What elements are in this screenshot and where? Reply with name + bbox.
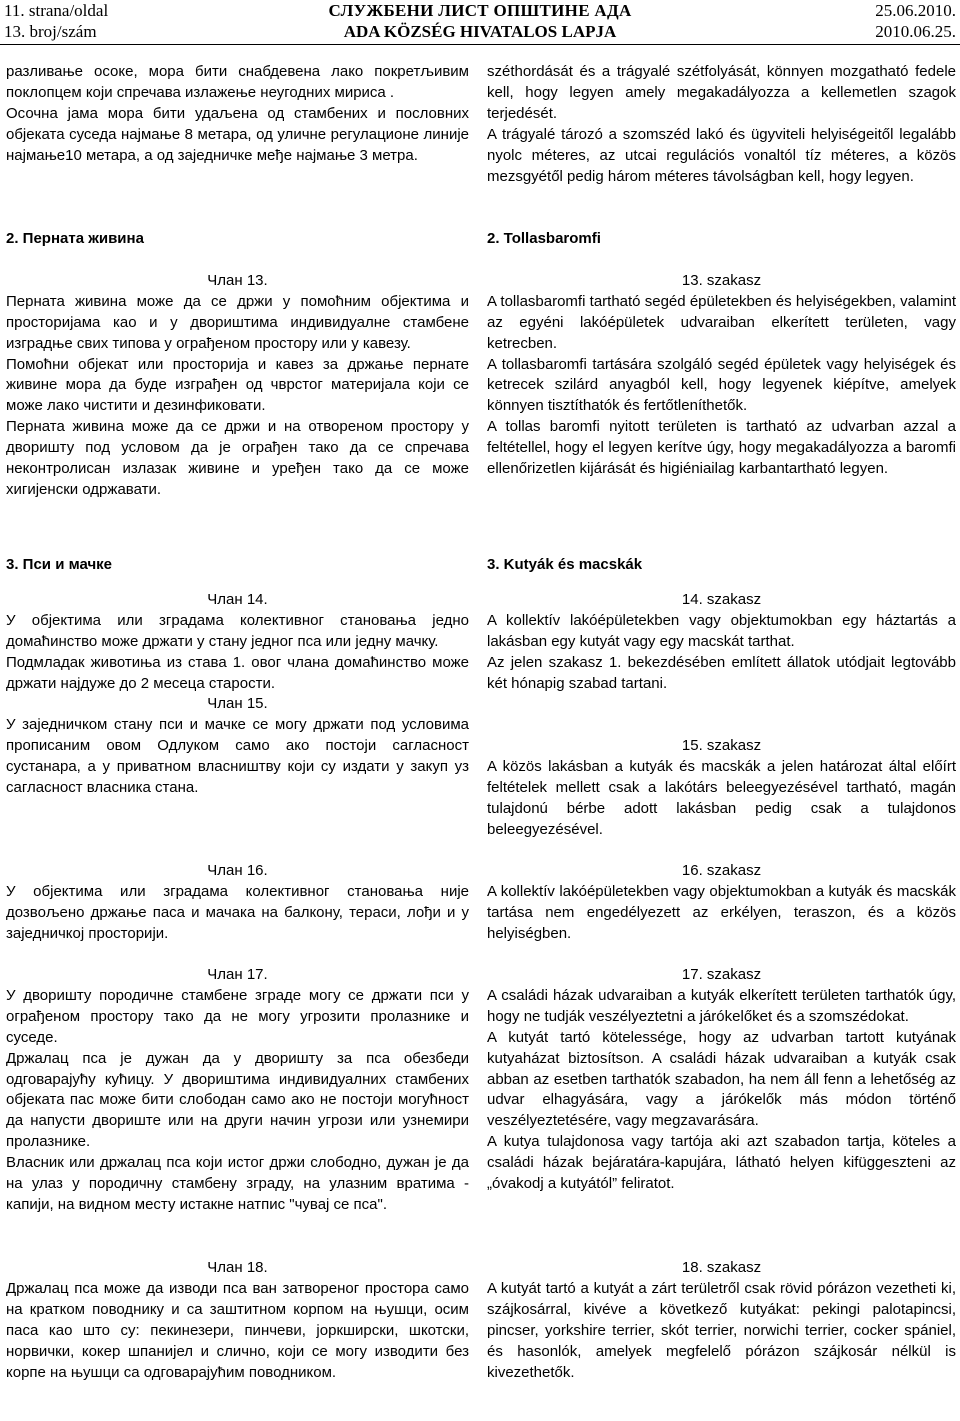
page-number: 11. strana/oldal bbox=[4, 1, 109, 20]
block-poultry bbox=[6, 229, 469, 501]
paragraph: Помоћни објекат или просторија и кавез за држање пернате живине мора да буде изграђен од чврстог материјала који се може лако чистити и дезинфиковати. bbox=[6, 355, 469, 415]
paragraph: Az jelen szakasz 1. bekezdésében említett állatok utódjait legtovább két hónapig szabad tartani. bbox=[487, 653, 956, 692]
paragraph: A közös lakásban a kutyák és macskák a jelen határozat által előírt feltételek mellett csak a lakótárs beleegyezésével tartható, magán tulajdonú bérbe adott lakásban pedig csak a tulajdonos beleegyezésével. bbox=[487, 757, 956, 838]
paragraph: széthordását és a trágyalé szétfolyását, könnyen mozgatható fedele kell, hogy legyen amely megakadályozza a kellemetlen szagok terjedését. bbox=[487, 63, 956, 122]
block-article-18 bbox=[487, 1258, 956, 1383]
paragraph: A trágyalé tározó a szomszéd lakó és ügyviteli helyiségeitől legalább nyolc méteres, az utcai regulációs vonaltól tíz méteres, a közös mezsgyétől pedig három méteres távolságban kell, hogy legyen. bbox=[487, 125, 956, 185]
section-heading: 3. Kutyák és macskák bbox=[487, 556, 643, 573]
block-article-18 bbox=[6, 1258, 469, 1383]
article-heading: 13. szakasz bbox=[681, 271, 762, 289]
paragraph: A kutyát tartó kötelessége, hogy az udvarban tartott kutyának kutyaházat biztosítson. A családi házak udvaraiban a kutyák csak abban az esetben tarthatók szabadon, ha nem áll fenn a lehetőség az udvar elhagyására, vagy a járókelők más módon történő veszélyeztetésére, vagy megzavarására. bbox=[487, 1028, 956, 1130]
section-heading: 2. Tollasbaromfi bbox=[487, 230, 601, 247]
block-article-17 bbox=[487, 965, 956, 1195]
header-left bbox=[4, 0, 108, 42]
block-article-15 bbox=[487, 736, 956, 841]
issue-number: 13. broj/szám bbox=[4, 22, 97, 41]
paragraph: A tollasbaromfi tartására szolgáló segéd épületek vagy helyiségek és ketrecek szilárd anyagból kell, hogy legyenek kiépítve, amelyek könnyen tisztíthatók és fertőtleníthetők. bbox=[487, 355, 956, 415]
paragraph: A kutya tulajdonosa vagy tartója aki azt szabadon tartja, köteles a családi házak bejáratára-kapujára, látható helyen kifüggeszteni az „óvakodj a kutyától” feliratot. bbox=[487, 1133, 956, 1193]
block-article-16 bbox=[6, 861, 469, 945]
article-heading: 14. szakasz bbox=[681, 590, 762, 608]
block-dogs-cats bbox=[487, 555, 956, 694]
paragraph: У објектима или зградама колективног становања једно домаћинство може држати у стану једног пса или једну мачку. bbox=[6, 611, 469, 650]
article-heading: 17. szakasz bbox=[681, 966, 762, 983]
article-heading: Члан 17. bbox=[207, 966, 268, 983]
article-heading: Члан 13. bbox=[207, 271, 268, 289]
paragraph: Држалац пса је дужан да у дворишту за пса обезбеди одговарајућу кућицу. У двориштима индивидуалних стамбених објеката пас може бити слободан само ако не постоји могућност да напусти двориште или на други начин угрози или узнемири пролазнике. bbox=[6, 1049, 469, 1151]
header-divider bbox=[0, 44, 960, 45]
paragraph: Подмладак животиња из става 1. овог члана домаћинство може држати најдуже до 2 месеца старости. bbox=[6, 653, 469, 692]
block-article-17 bbox=[6, 965, 469, 1216]
article-heading: Члан 18. bbox=[207, 1259, 268, 1276]
block-intro bbox=[6, 62, 469, 167]
block-intro bbox=[487, 62, 956, 187]
gazette-title-sr: СЛУЖБЕНИ ЛИСТ ОПШТИНЕ АДА bbox=[328, 1, 632, 20]
section-heading: 2. Перната живина bbox=[6, 230, 144, 247]
paragraph: У објектима или зградама колективног становања није дозвољено држање паса и мачака на балкону, тераси, лођи и у заједничкој просторији. bbox=[6, 882, 469, 942]
paragraph: A tollasbaromfi tartható segéd épületekben és helyiségekben, valamint az egyéni lakóépületek udvaraiban elkerített területen, vagy ketrecben. bbox=[487, 292, 956, 352]
header-right bbox=[875, 0, 956, 42]
article-heading: Члан 14. bbox=[207, 590, 268, 608]
article-heading: Члан 16. bbox=[207, 862, 268, 879]
gazette-title-hu: ADA KÖZSÉG HIVATALOS LAPJA bbox=[343, 22, 617, 41]
section-heading: 3. Пси и мачке bbox=[6, 556, 113, 573]
paragraph: A kollektív lakóépületekben vagy objektumokban egy háztartás a lakásban egy kutyát vagy egy macskát tarthat. bbox=[487, 611, 956, 650]
paragraph: Држалац пса може да изводи пса ван затвореног простора само на кратком поводнику и са заштитном корпом на њушци, осим паса као што су: пекинезери, пинчеви, јоркширски, шкотски, норвички, кокер шпаниjел и слично, који се могу изводити без корпе на њушци са одговарајућим поводником. bbox=[6, 1279, 469, 1381]
article-heading: Члан 15. bbox=[207, 695, 268, 713]
block-article-16 bbox=[487, 861, 956, 945]
block-dogs-cats bbox=[6, 555, 469, 799]
paragraph: Власник или држалац пса који истог држи слободно, дужан је да на улаз у породичну стамбену зграду, на улазним вратима - капији, на видном месту истакне натпис "чувај се пса". bbox=[6, 1154, 469, 1213]
paragraph: A kollektív lakóépületekben vagy objektumokban a kutyák és macskák tartása nem engedélyezett az erkélyen, teraszon, és a közös helyiségben. bbox=[487, 882, 956, 942]
date-hu: 2010.06.25. bbox=[875, 22, 956, 41]
date-sr: 25.06.2010. bbox=[875, 1, 956, 20]
page-header bbox=[0, 0, 960, 44]
article-heading: 18. szakasz bbox=[681, 1259, 762, 1276]
paragraph: A családi házak udvaraiban a kutyák elkerített területen tarthatók úgy, hogy ne tudják veszélyeztetni a járókelőket és a szomszédokat. bbox=[487, 986, 956, 1025]
paragraph: A tollas baromfi nyitott területen is tartható az udvarban azzal a feltétellel, hogy el legyen kerítve úgy, hogy megakadályozza a baromfi ellenőrizetlen kijárását és higiéniailag karbantartható legyen. bbox=[487, 418, 956, 478]
paragraph: Осочна јама мора бити удаљена од стамбених и пословних објеката суседа најмање 8 метара, од уличне регулационе линије најмање10 метара, а од заједничке међе најмање 3 метра. bbox=[6, 104, 469, 164]
paragraph: разливање осоке, мора бити снабдевена лако покретљивим поклопцем који спречава излажење неугодних мириса . bbox=[6, 63, 469, 101]
paragraph: У дворишту породичне стамбене зграде могу се држати пси у ограђеном простору тако да не могу угрозити пролазнике и суседе. bbox=[6, 986, 469, 1046]
header-center bbox=[250, 0, 710, 42]
paragraph: A kutyát tartó a kutyát a zárt területről csak rövid pórázon vezetheti ki, szájkosárral, kivéve a következő kutyákat: pekingi palotapincsi, pincser, yorkshire terrier, skót terrier, norwichi terrier, cocker spániel, és hasonlók, amelyek megfelelő pórázon szájkosár nélkül is kivezethetők. bbox=[487, 1279, 956, 1381]
article-heading: 16. szakasz bbox=[681, 862, 762, 879]
paragraph: Перната живина може да се држи у помоћним објектима и просторијама као и у двориштима индивидуалне стамбене изградње свих типова у ограђеном простору или у кавезу. bbox=[6, 292, 469, 352]
paragraph: Перната живина може да се држи и на отвореном простору у дворишту под условом да је ограђен тако да се спречава неконтролисан излазак живине и уређен тако да се може хигијенски одржавати. bbox=[6, 418, 469, 498]
paragraph: У заједничком стану пси и мачке се могу држати под условима прописаним овом Одлуком само ако постоји сагласност сустанара, а у приватном власништву који су издати у закуп уз сагласност власника стана. bbox=[6, 716, 469, 797]
block-poultry bbox=[487, 229, 956, 480]
article-heading: 15. szakasz bbox=[681, 737, 762, 754]
